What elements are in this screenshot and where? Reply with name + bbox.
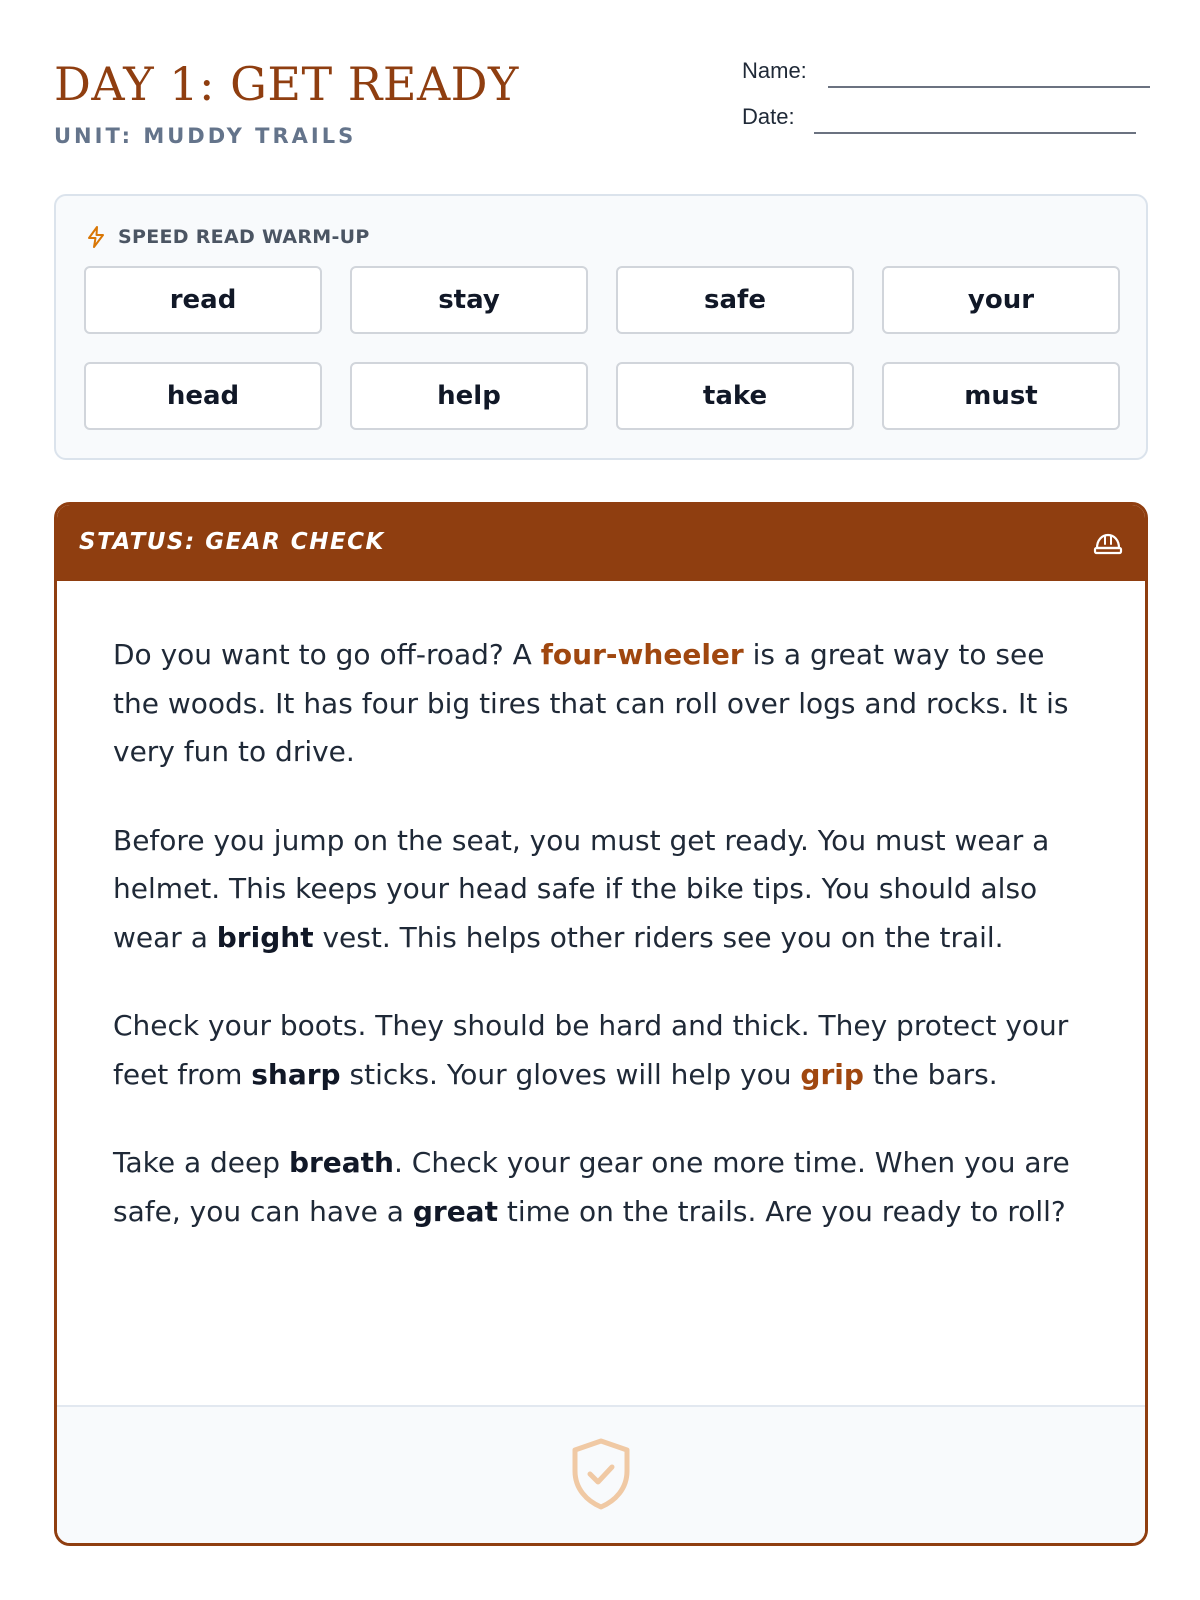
passage-text: . Check your gear one more time. When you are safe, you can have a (113, 1146, 1070, 1228)
passage-text: Check your boots. They should be hard and thick. They protect your feet from (113, 1009, 1069, 1091)
reading-passage (113, 631, 1093, 1276)
reading-card (54, 502, 1148, 1546)
name-label: Name: (742, 58, 807, 83)
passage-paragraph (113, 817, 1093, 963)
card-footer (57, 1405, 1145, 1543)
word-card: take (616, 362, 854, 430)
word-card: stay (350, 266, 588, 334)
passage-paragraph (113, 631, 1093, 777)
card-header (57, 505, 1145, 581)
page-title: DAY 1: GET READY (54, 57, 519, 111)
date-field[interactable] (742, 104, 795, 130)
word-card: head (84, 362, 322, 430)
word-card: read (84, 266, 322, 334)
passage-text: the bars. (863, 1057, 998, 1091)
status-label: STATUS: GEAR CHECK (79, 529, 385, 555)
date-label: Date: (742, 104, 795, 129)
passage-paragraph (113, 1139, 1093, 1236)
passage-text: Do you want to go off-road? A (113, 638, 541, 671)
passage-text: time on the trails. Are you ready to roll? (497, 1194, 1066, 1228)
warmup-heading (86, 226, 370, 248)
shield-check-icon (569, 1437, 633, 1511)
bold-word: bright (216, 920, 314, 954)
passage-text: sticks. Your gloves will help you (340, 1057, 801, 1091)
word-card: help (350, 362, 588, 430)
bold-word: sharp (251, 1057, 341, 1091)
passage-text: Take a deep (113, 1146, 289, 1179)
date-line[interactable] (814, 132, 1136, 134)
word-card: safe (616, 266, 854, 334)
warmup-label: SPEED READ WARM-UP (118, 226, 370, 248)
unit-subtitle: UNIT: MUDDY TRAILS (54, 124, 357, 148)
vocab-highlight: four-wheeler (540, 638, 744, 671)
name-line[interactable] (828, 86, 1150, 88)
vocab-highlight: grip (800, 1057, 864, 1091)
passage-paragraph (113, 1002, 1093, 1099)
bold-word: breath (288, 1146, 394, 1179)
helmet-icon (1093, 529, 1123, 557)
speed-read-warmup (54, 194, 1148, 460)
word-grid (84, 266, 1122, 430)
word-card: your (882, 266, 1120, 334)
passage-text: vest. This helps other riders see you on the trail. (313, 920, 1004, 954)
lightning-bolt-icon (86, 226, 106, 248)
passage-text: Before you jump on the seat, you must get ready. You must wear a helmet. This keeps your head safe if the bike tips. You should also wear a (113, 823, 1050, 954)
word-card: must (882, 362, 1120, 430)
bold-word: great (412, 1194, 498, 1228)
name-field[interactable] (742, 58, 807, 84)
passage-text: is a great way to see the woods. It has four big tires that can roll over logs and rocks. It is very fun to drive. (113, 638, 1069, 768)
